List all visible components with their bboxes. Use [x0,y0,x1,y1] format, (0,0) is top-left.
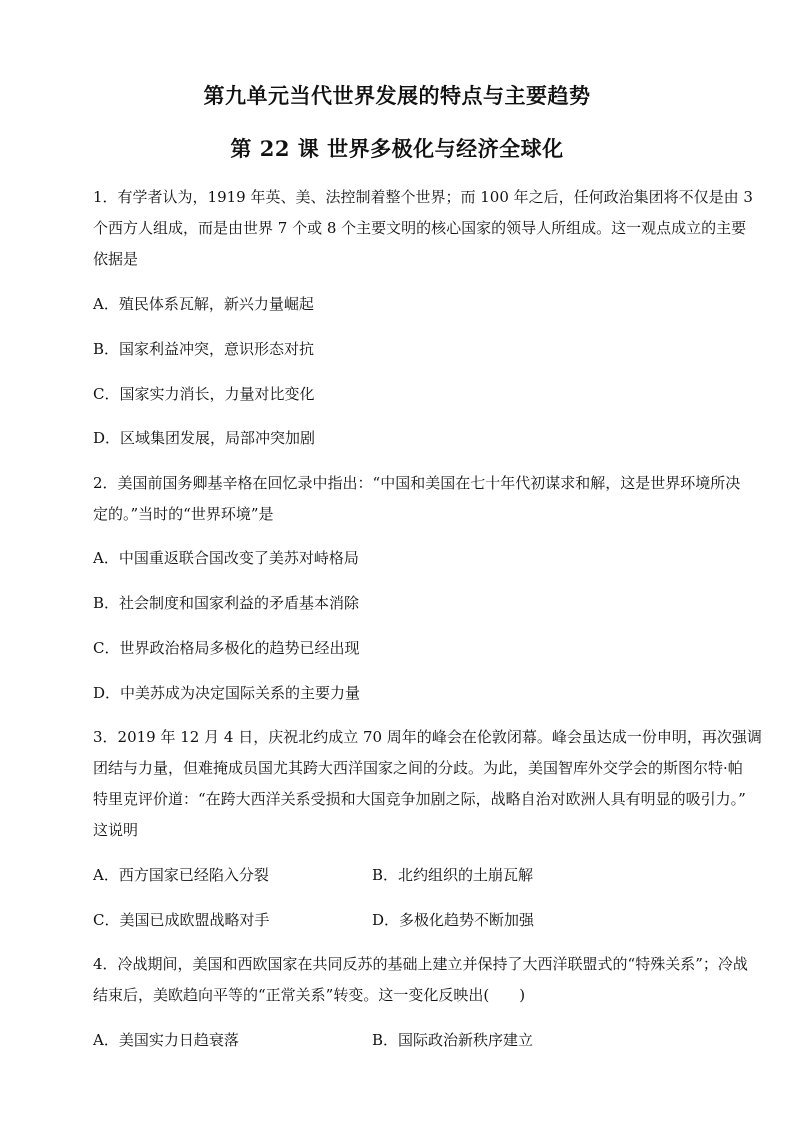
question-1-option-b: B．国家利益冲突，意识形态对抗 [93,340,315,358]
question-3-option-a: A．西方国家已经陷入分裂 [93,866,269,884]
question-2-stem-line-1: 2．美国前国务卿基辛格在回忆录中指出：“中国和美国在七十年代初谋求和解，这是世界环境所决 [93,474,741,492]
question-3-stem-line-3: 特里克评价道：“在跨大西洋关系受损和大国竞争加剧之际，战略自治对欧洲人具有明显的吸引力。” [93,790,746,808]
question-1-stem-line-2: 个西方人组成，而是由世界 7 个或 8 个主要文明的核心国家的领导人所组成。这一观点成立的主要 [93,219,747,237]
question-2-stem-line-2: 定的。”当时的“世界环境”是 [93,505,274,523]
question-2-option-a: A．中国重返联合国改变了美苏对峙格局 [93,549,359,567]
question-4-option-b: B．国际政治新秩序建立 [372,1031,534,1049]
question-3-stem-line-4: 这说明 [93,821,139,839]
question-2-option-c: C．世界政治格局多极化的趋势已经出现 [93,639,360,657]
question-4-option-a: A．美国实力日趋衰落 [93,1031,239,1049]
question-3-option-d: D．多极化趋势不断加强 [372,911,535,929]
question-1-option-c: C．国家实力消长，力量对比变化 [93,385,315,403]
question-1-stem-line-3: 依据是 [93,250,139,268]
question-4-stem-line-1: 4．冷战期间，美国和西欧国家在共同反苏的基础上建立并保持了大西洋联盟式的“特殊关系”；冷战 [93,955,748,973]
question-4-stem-line-2: 结束后，美欧趋向平等的“正常关系”转变。这一变化反映出( ) [93,986,526,1004]
lesson-title: 第 22 课 世界多极化与经济全球化 [230,136,564,161]
question-1-option-d: D．区域集团发展，局部冲突加剧 [93,429,316,447]
question-3-option-b: B．北约组织的土崩瓦解 [372,866,534,884]
question-2-option-b: B．社会制度和国家利益的矛盾基本消除 [93,594,360,612]
question-3-option-c: C．美国已成欧盟战略对手 [93,911,270,929]
question-3-stem-line-1: 3．2019 年 12 月 4 日，庆祝北约成立 70 周年的峰会在伦敦闭幕。峰会虽达成一份申明，再次强调 [93,728,762,746]
question-1-stem-line-1: 1．有学者认为，1919 年英、美、法控制着整个世界；而 100 年之后，任何政治集团将不仅是由 3 [93,188,753,206]
question-1-option-a: A．殖民体系瓦解，新兴力量崛起 [93,295,314,313]
question-2-option-d: D．中美苏成为决定国际关系的主要力量 [93,684,361,702]
question-3-stem-line-2: 团结与力量，但难掩成员国尤其跨大西洋国家之间的分歧。为此，美国智库外交学会的斯图尔特·帕 [93,759,743,777]
unit-title: 第九单元当代世界发展的特点与主要趋势 [203,83,591,108]
